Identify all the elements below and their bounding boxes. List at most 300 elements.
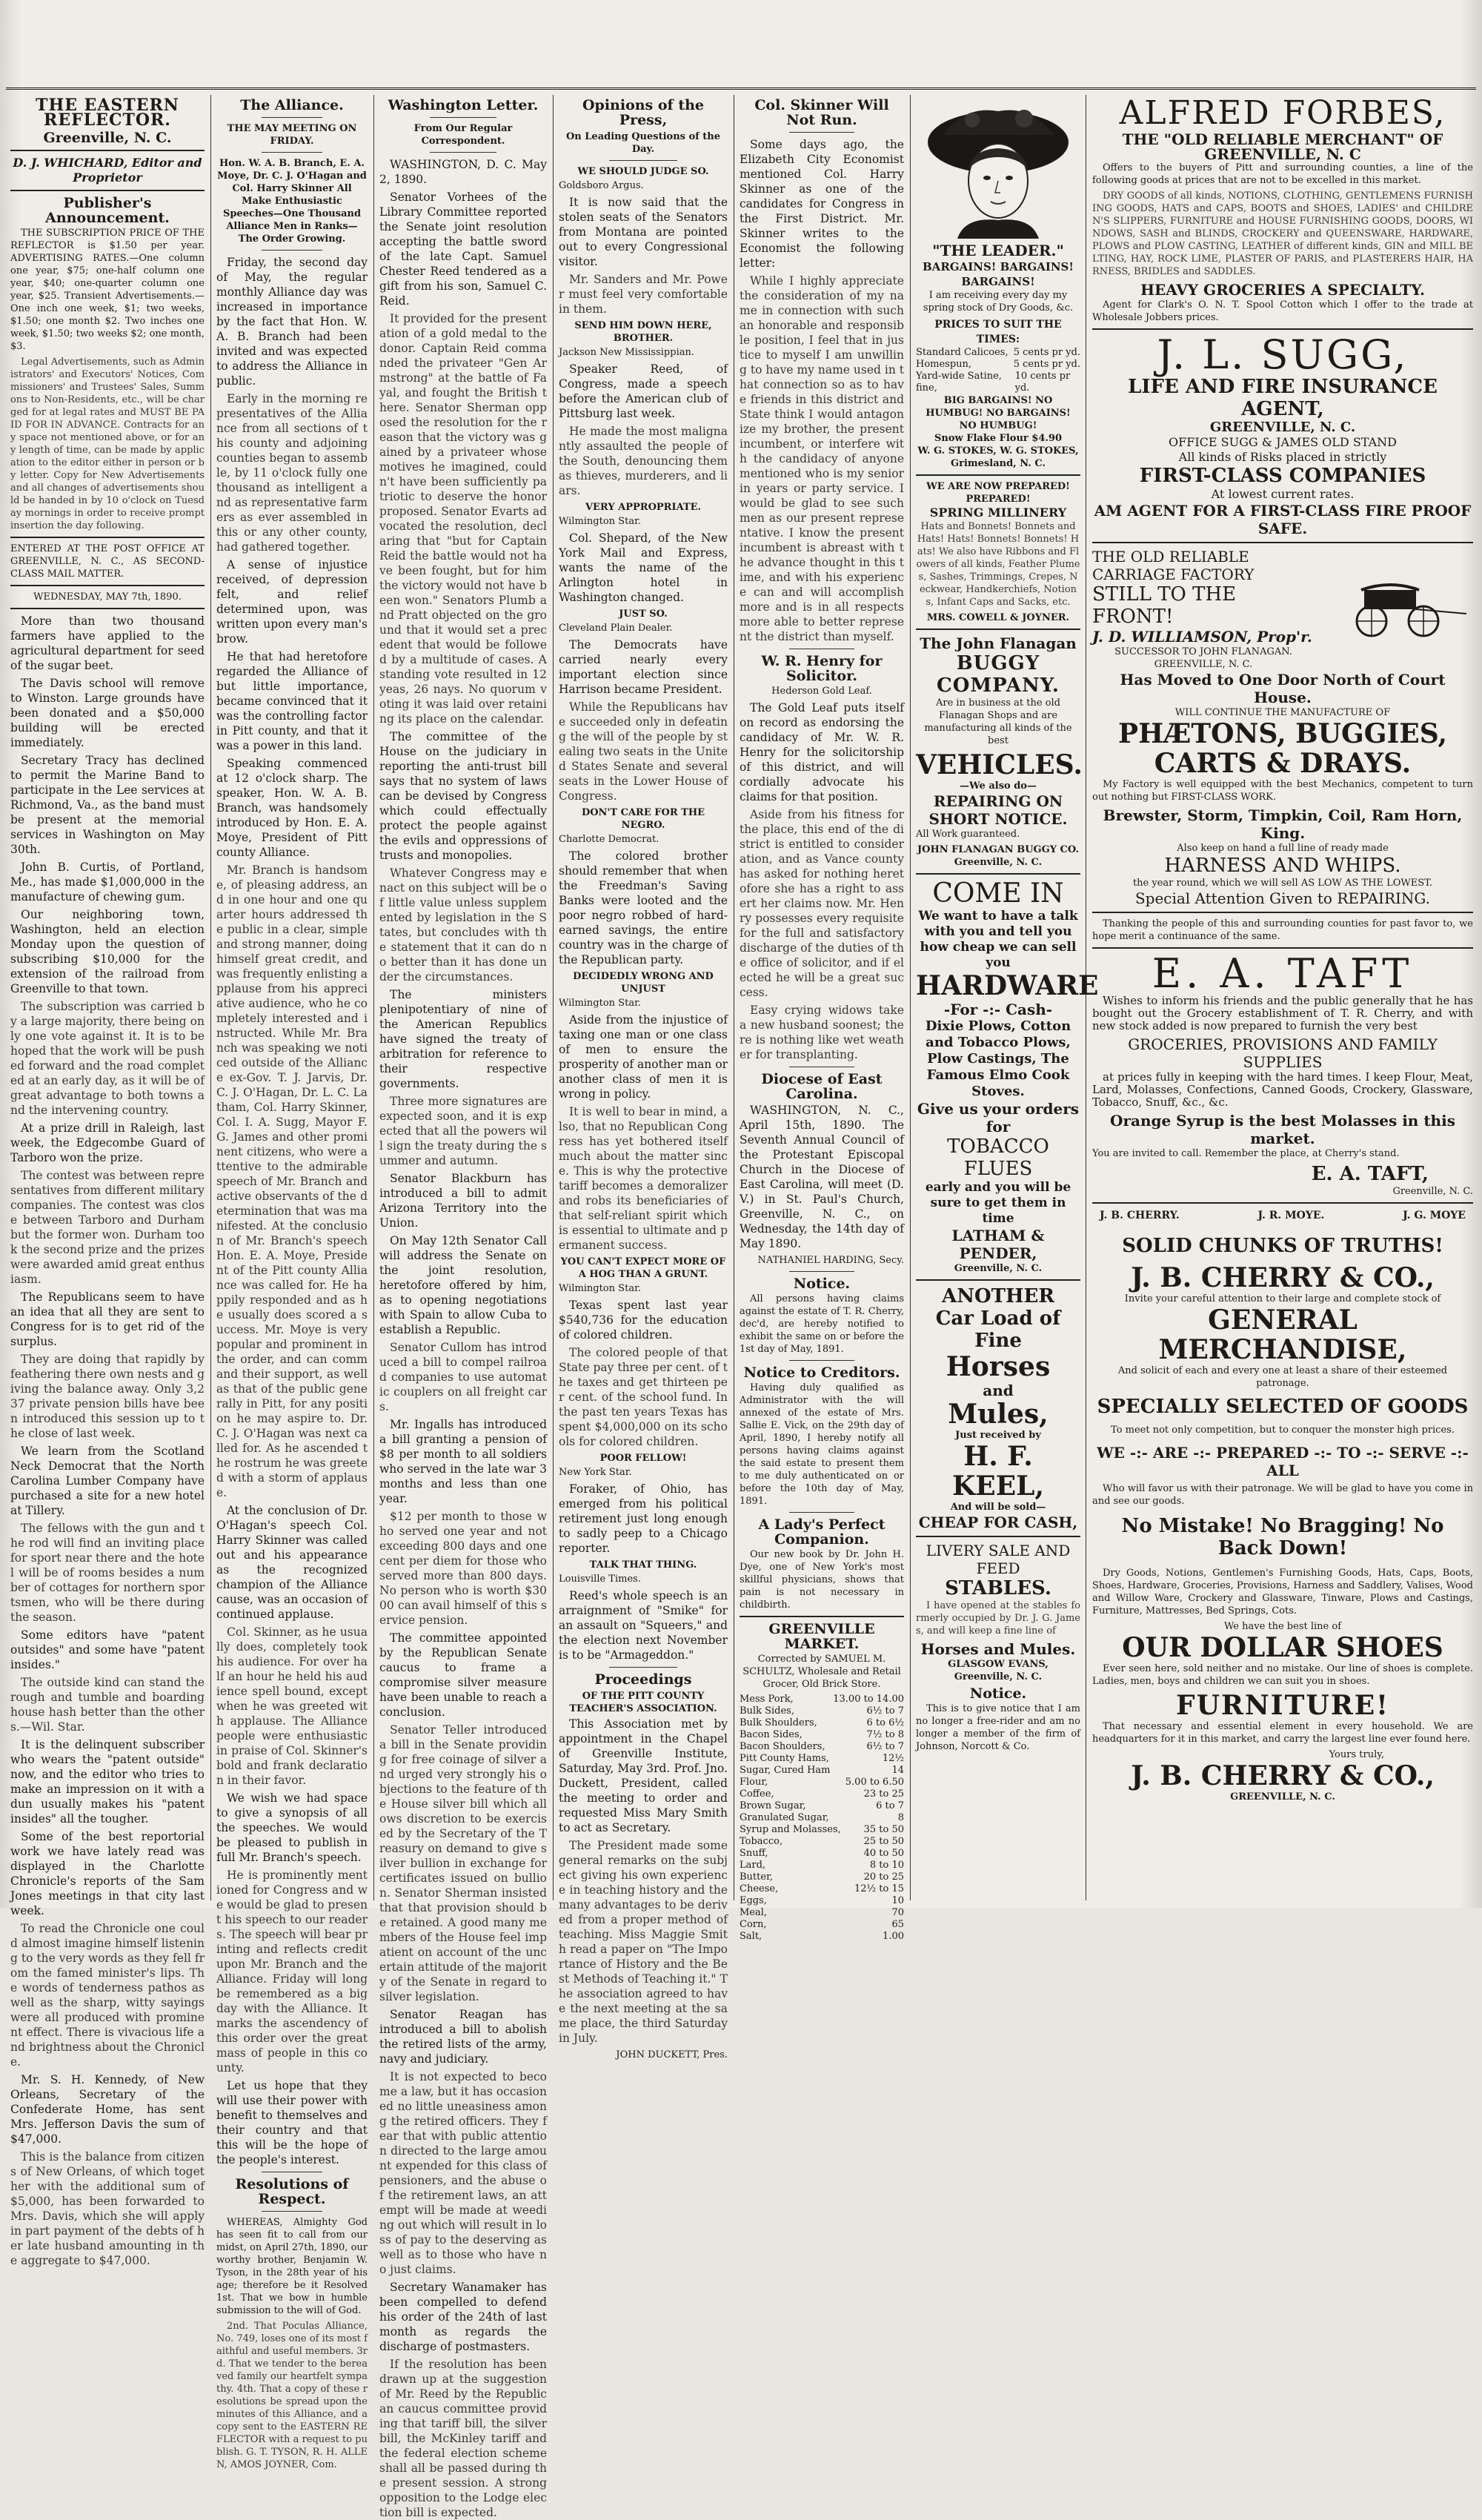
opinion-text: The colored brother should remember that when the Freedman's Saving Banks were looted and the poor negro robbed of hard-earned savings, the entire country was in the charge of the Republican party. — [559, 849, 728, 966]
market-price: 6½ to 7 — [866, 1705, 904, 1717]
masthead-rule — [6, 87, 1476, 93]
received-by: Just received by — [955, 1430, 1041, 1441]
washington-para: The ministers plenipotentiary of nine of the American Republics have signed the treaty of arbitration for reference to their respective governments. — [379, 988, 547, 1090]
cherry-sign: J. B. CHERRY & CO., — [1131, 1760, 1435, 1791]
taft-text: Wishes to inform his friends and the public generally that he has bought out the Grocery establishment of T. R. Cherry, and with new stock added is now prepared to furnish the very best — [1092, 994, 1473, 1032]
market-price: 14 — [891, 1765, 904, 1776]
market-row — [740, 1694, 904, 1705]
millinery-line: SPRING MILLINERY — [929, 505, 1067, 520]
market-row — [740, 1812, 904, 1824]
text-block: Mr. Sanders and Mr. Power must feel very comfortable in them. — [559, 273, 728, 316]
news-item: It is the delinquent subscriber who wears the "patent outside" now, and the editor who tries to make an impression on it with a dun usually makes his "patent insides" all the tougher. — [10, 1738, 205, 1826]
market-price: 6 to 7 — [876, 1800, 904, 1811]
first-class: FIRST-CLASS COMPANIES — [1139, 465, 1426, 487]
prices-head: PRICES TO SUIT THE TIMES: — [934, 319, 1062, 345]
market-item: Bulk Sides, — [740, 1705, 794, 1717]
come-in: COME IN — [932, 878, 1064, 909]
market-row — [740, 1777, 904, 1788]
opinion-source: Wilmington Star. — [559, 1283, 641, 1294]
prepared-line: WE ARE NOW PREPARED! PREPARED! — [926, 481, 1070, 505]
text-block: It is not expected to become a law, but it has occasioned no little uneasiness among the retired officers. They fear that with public attention directed to the large amount expended for this class of pensioners, and the abuse of the retirement laws, an attempt will be made at weeding out which will result in loss of pay to the deserving as well as to those who have no just claims. — [379, 2070, 547, 2276]
market-price: 65 — [891, 1919, 904, 1930]
factory-title: THE OLD RELIABLE CARRIAGE FACTORY — [1092, 548, 1255, 583]
price-row — [916, 359, 1080, 371]
text-block: Hats and Bonnets! Bonnets and Hats! Hats! Bonnets! Bonnets! Hats! We also have Ribbons and Flowers of all kinds, Feather Plumes, Sashes, Trimmings, Crepes, Neckwear, Handkerchiefs, Notions, Infant Caps and Sacks, etc. — [916, 521, 1080, 608]
leader-title: "THE LEADER." — [932, 242, 1064, 259]
creditors-title: Notice to Creditors. — [743, 1365, 900, 1381]
horses: Horses — [946, 1351, 1051, 1382]
price-item: Homespun, — [916, 359, 972, 370]
henry-title: W. R. Henry for Solicitor. — [761, 653, 883, 684]
market-row — [740, 1895, 904, 1907]
market-title: GREENVILLE MARKET. — [768, 1621, 875, 1652]
hardware: HARDWARE — [916, 970, 1099, 1001]
stokes-sign: W. G. STOKES, W. G. STOKES, Grimesland, N. C. — [917, 445, 1079, 469]
market-row — [740, 1765, 904, 1777]
text-block: He is prominently mentioned for Congress and we would be glad to present his speech to our readers. The speech will bear printing and reflects credit upon Mr. Branch and the Alliance. Friday will long be remembered as a big day with the Alliance. It marks the ascendency of this order over the great mass of people in this county. — [216, 1869, 368, 2075]
market-price: 40 to 50 — [863, 1848, 904, 1859]
glasgow-evans: GLASGOW EVANS, — [948, 1659, 1049, 1670]
chunks: SOLID CHUNKS OF TRUTHS! — [1122, 1235, 1443, 1257]
news-item: The Republicans seem to have an idea that all they are sent to Congress for is to get rid of the surplus. — [10, 1290, 205, 1348]
news-item: Some editors have "patent outsides" and some have "patent insides." — [10, 1628, 205, 1671]
flanagan-co: JOHN FLANAGAN BUGGY CO. — [917, 844, 1079, 855]
alliance-para: Friday, the second day of May, the regular monthly Alliance day was increased in importance by the fact that Hon. W. A. B. Branch had been invited and was expected to address the Alliance in public. — [216, 256, 368, 388]
sugg-office: OFFICE SUGG & JAMES OLD STAND — [1169, 435, 1397, 449]
market-row — [740, 1788, 904, 1800]
market-price: 35 to 50 — [863, 1824, 904, 1835]
washington-para: Senator Vorhees of the Library Committee reported the Senate joint resolution accepting the battle sword of the late Capt. Samuel Chester Reed tendered as a gift from his son, Samuel C. Reid. — [379, 190, 547, 308]
carriage-illustration — [1320, 580, 1468, 639]
dateline: WEDNESDAY, MAY 7th, 1890. — [33, 591, 182, 603]
notice2-text: This is to give notice that I am no longer a free-rider and am no longer a member of the firm of Johnson, Norcott & Co. — [916, 1703, 1080, 1752]
groceries: GROCERIES, PROVISIONS AND FAMILY SUPPLIES — [1128, 1035, 1438, 1071]
alliance-deck: Hon. W. A. B. Branch, E. A. Moye, Dr. C. J. O'Hagan and Col. Harry Skinner All Make Enthusiastic Speeches—One Thousand Alliance Men in Ranks—The Order Growing. — [217, 158, 367, 245]
opinion-text: Aside from the injustice of taxing one man or one class of men to ensure the prosperity of another man or another class of men it is wrong in policy. — [559, 1013, 728, 1101]
opinion-text: It is now said that the stolen seats of the Senators from Montana are pointed out to every Congressional visitor. — [559, 196, 728, 268]
proceedings-sub: OF THE PITT COUNTY TEACHER'S ASSOCIATION. — [569, 1691, 717, 1714]
market-price: 20 to 25 — [863, 1871, 904, 1883]
washington-title: Washington Letter. — [388, 97, 539, 113]
washington-para: The committee appointed by the Republican Senate caucus to frame a compromise silver measure have been unable to reach a conclusion. — [379, 1631, 547, 1719]
latham-place: Greenville, N. C. — [954, 1263, 1043, 1274]
cowell-joyner: MRS. COWELL & JOYNER. — [926, 612, 1070, 623]
washington-sub: From Our Regular Correspondent. — [413, 123, 513, 147]
market-price: 5.00 to 6.50 — [845, 1777, 904, 1788]
sugg-place: GREENVILLE, N. C. — [1209, 420, 1356, 435]
market-price: 8 to 10 — [869, 1860, 904, 1871]
column-1 — [10, 95, 205, 2267]
market-row — [740, 1919, 904, 1931]
springs: Brewster, Storm, Timpkin, Coil, Ram Horn, King. — [1103, 806, 1463, 842]
notice-title: Notice. — [793, 1276, 851, 1292]
column-3 — [379, 95, 547, 2519]
market-item: Snuff, — [740, 1848, 768, 1859]
opinion-source: Wilmington Star. — [559, 998, 641, 1009]
opinion-head: POOR FELLOW! — [599, 1453, 687, 1464]
harness: HARNESS AND WHIPS. — [1164, 855, 1401, 877]
forbes-text: Offers to the buyers of Pitt and surrounding counties, a line of the following goods at prices that are not to be excelled in this market. — [1092, 162, 1473, 186]
alliance-para: We wish we had space to give a synopsis of all the speeches. We would be pleased to publish in full Mr. Branch's speech. — [216, 1791, 368, 1864]
market-price: 6½ to 7 — [866, 1741, 904, 1752]
washington-para: Mr. Ingalls has introduced a bill granting a pension of $8 per month to all soldiers who served in the late war 3 months and less than one year. — [379, 1418, 547, 1505]
text-block: Senator Teller introduced a bill in the Senate providing for free coinage of silver and urged very strongly his objections to the feature of the House silver bill which allows discretion to be exercised by the Secretary of the Treasury on demand to give silver bullion in exchange for certificates issued on bullion. Senator Sherman insisted that that provision should be retained. A good many members of the House feel impatient on account of the uncertain attitude of the majority of the Senate in regard to silver legislation. — [379, 1723, 547, 2003]
skinner-text: Some days ago, the Elizabeth City Economist mentioned Col. Harry Skinner as one of the candidates for Congress in the First District. Mr. Skinner writes to the Economist the following letter: — [740, 138, 904, 270]
column-5 — [740, 95, 904, 1942]
opinion-source: Wilmington Star. — [559, 516, 641, 527]
text-block: I have opened at the stables formerly occupied by Dr. J. G. James, and will keep a fine line of — [916, 1600, 1080, 1637]
opinion-head: SEND HIM DOWN HERE, BROTHER. — [574, 320, 712, 344]
snowflake-flour: Snow Flake Flour $4.90 — [934, 433, 1062, 444]
buggy-text: Are in business at the old Flanagan Shops and are manufacturing all kinds of the best — [924, 697, 1072, 746]
paper-place: Greenville, N. C. — [43, 130, 172, 146]
heavy-groceries: HEAVY GROCERIES A SPECIALTY. — [1140, 281, 1425, 299]
market-row — [740, 1931, 904, 1943]
opinion-source: Charlotte Democrat. — [559, 834, 659, 845]
text-block: Legal Advertisements, such as Administrators' and Executors' Notices, Commissioners' and Trustees' Sales, Summons to Non-Residents, etc., will be charged for at legal rates and MUST BE PAID FOR IN ADVANCE. Contracts for any space not mentioned above, or for any length of time, can be made by application to the editor either in person or by letter. Copy for New Advertisements and all changes of advertisements should be handed in by 10 o'clock on Tuesday mornings in order to receive prompt insertion the day following. — [10, 357, 205, 531]
for-cash: -For -:- Cash- — [943, 1001, 1053, 1018]
news-item: Some of the best reportorial work we have lately read was displayed in the Charlotte Chronicle's reports of the Sam Jones meetings in that city last week. — [10, 1830, 205, 1917]
partner: J. B. CHERRY. — [1100, 1210, 1180, 1221]
opinion-head: DECIDEDLY WRONG AND UNJUST — [573, 971, 714, 995]
carload: Car Load of Fine — [935, 1307, 1061, 1352]
sugg-name: J. L. SUGG, — [1157, 331, 1409, 378]
and-word: and — [983, 1382, 1014, 1399]
alliance-sub: THE MAY MEETING ON FRIDAY. — [227, 123, 357, 147]
yours-truly: Yours truly, — [1329, 1749, 1384, 1760]
washington-dateline: WASHINGTON, D. C. May 2, 1890. — [379, 158, 547, 186]
mules: Mules, — [948, 1399, 1049, 1430]
market-item: Bacon Shoulders, — [740, 1741, 825, 1752]
text-block: Early in the morning representatives of the Alliance from all sections of this county and adjoining counties began to assemble, by 11 o'clock fully one thousand as intelligent and as representative farmers as ever assembled in this or any other county, had gathered together. — [216, 392, 368, 554]
come-text: We want to have a talk with you and tell you how cheap we can sell you — [918, 909, 1078, 970]
opinion-text: Speaker Reed, of Congress, made a speech before the American club of Pittsburg last week. — [559, 362, 728, 420]
furniture: FURNITURE! — [1176, 1690, 1389, 1721]
bargains-line: BARGAINS! BARGAINS! BARGAINS! — [923, 260, 1074, 288]
cherry-invite: Invite your careful attention to their large and complete stock of — [1124, 1293, 1441, 1304]
partners-row — [1092, 1208, 1473, 1223]
price-value: 10 cents pr yd. — [1014, 371, 1071, 394]
text-block: The outside kind can stand the rough and tumble and boarding house hash better than the others.—Wil. Star. — [10, 1676, 205, 1734]
flanagan-top: The John Flanagan — [920, 634, 1077, 652]
harness-intro: Also keep on hand a full line of ready made — [1177, 843, 1389, 854]
opinion-head: YOU CAN'T EXPECT MORE OF A HOG THAN A GRUNT. — [560, 1256, 726, 1280]
market-row — [740, 1883, 904, 1895]
opinion-head: TALK THAT THING. — [589, 1559, 697, 1571]
market-item: Salt, — [740, 1931, 762, 1942]
thanks: Thanking the people of this and surrounding counties for past favor to, we hope merit a continuance of the same. — [1092, 918, 1473, 942]
text-block: $12 per month to those who served one year and not exceeding 800 days and one cent per diem for those who served more than 800 days. No person who is worth $3000 can avail himself of this service pension. — [379, 1510, 547, 1627]
market-item: Eggs, — [740, 1895, 767, 1906]
market-row — [740, 1753, 904, 1765]
orange-syrup: Orange Syrup is the best Molasses in this market. — [1110, 1112, 1455, 1147]
lowest-rates: At lowest current rates. — [1211, 487, 1355, 501]
alliance-para: He that had heretofore regarded the Alliance of but little importance, became convinced that it was the controlling factor in Pitt county, and that it was a power in this land. — [216, 650, 368, 752]
cheap-for-cash: CHEAP FOR CASH, — [918, 1513, 1078, 1531]
continue: WILL CONTINUE THE MANUFACTURE OF — [1174, 707, 1391, 718]
text-block: 2nd. That Poculas Alliance, No. 749, loses one of its most faithful and useful members. 3rd. That we tender to the bereaved family our heartfelt sympathy. 4th. That a copy of these resolutions be spread upon the minutes of this Alliance, and a copy sent to the EASTERN REFLECTOR with a request to publish. G. T. TYSON, R. H. ALLEN, AMOS JOYNER, Com. — [216, 2321, 368, 2470]
resolutions-title: Resolutions of Respect. — [235, 2176, 349, 2207]
market-price: 25 to 50 — [863, 1836, 904, 1847]
give-orders: Give us your orders for — [917, 1100, 1080, 1135]
another: ANOTHER — [942, 1285, 1054, 1307]
market-item: Syrup and Molasses, — [740, 1824, 841, 1835]
column-rule — [373, 95, 374, 1900]
serve-text: Who will favor us with their patronage. We will be glad to have you come in and see our goods. — [1092, 1483, 1473, 1507]
dollar-text: Ever seen here, sold neither and no mistake. Our line of shoes is complete. Ladies, men, boys and children we can suit you in shoes. — [1092, 1663, 1473, 1687]
opinion-text: Foraker, of Ohio, has emerged from his political retirement just long enough to sadly peep to a Chicago reporter. — [559, 1482, 728, 1555]
general-merchandise: GENERAL MERCHANDISE, — [1158, 1304, 1407, 1365]
successor: SUCCESSOR TO JOHN FLANAGAN. — [1114, 646, 1292, 657]
proceedings-title: Proceedings — [594, 1671, 692, 1688]
opinion-source: New York Star. — [559, 1467, 632, 1478]
dollar-shoes: OUR DOLLAR SHOES — [1122, 1632, 1443, 1663]
agent-safe: AM AGENT FOR A FIRST-CLASS FIRE PROOF SAFE. — [1094, 502, 1472, 537]
opinion-head: DON'T CARE FOR THE NEGRO. — [581, 807, 705, 831]
market-item: Butter, — [740, 1871, 773, 1883]
competition: To meet not only competition, but to conquer the monster high prices. — [1111, 1425, 1455, 1436]
alliance-para: At the conclusion of Dr. O'Hagan's speech Col. Harry Skinner was called out and his appearance as the recognized champion of the Alliance cause, was an occasion of continued applause. — [216, 1504, 368, 1621]
text-block: The fellows with the gun and the rod will find an inviting place for sport near there and the hotel will be of rooms besides a number of cottages for northern sportsmen, who will be there during the season. — [10, 1522, 205, 1624]
market-row — [740, 1729, 904, 1741]
washington-para: Senator Blackburn has introduced a bill to admit Arizona Territory into the Union. — [379, 1172, 547, 1230]
price-row — [916, 347, 1080, 359]
taft-sign: E. A. TAFT, — [1311, 1163, 1429, 1185]
nohumbug: BIG BARGAINS! NO HUMBUG! NO BARGAINS! NO HUMBUG! — [926, 395, 1071, 431]
market-item: Tobacco, — [740, 1836, 783, 1847]
lady-title: A Lady's Perfect Companion. — [758, 1516, 885, 1548]
announcement-text: THE SUBSCRIPTION PRICE OF THE REFLECTOR is $1.50 per year. ADVERTISING RATES.—One column one year, $75; one-half column one year, $40; one-quarter column one year, $25. Transient Advertisements.—One inch one week, $1; two weeks, $1.50; one month $2. Two inches one week, $1.50; two weeks $2; one month, $3. — [10, 228, 205, 352]
text-block: While I highly appreciate the consideration of my name in connection with such an honorable and responsible position, I feel that in justice to myself I am unwilling to have my name used in that connection so as to have friends in this district and State think I would antagonize my brother, the present incumbent, or interfere with the candidacy of anyone mentioned who is my senior in years or party service. I would be glad to see such men as our present representative. I know the present incumbent is abreast with the advance thought in this time, and with his experience can and will accomplish more and is in all respects more able to better represent the district than myself. — [740, 274, 904, 643]
opinion-text: The Democrats have carried nearly every important election since Harrison became President. — [559, 638, 728, 696]
text-block: The colored people of that State pay three per cent. of the taxes and get thirteen per cent. of the school fund. In the past ten years Texas has spent $4,000,000 on its schools for colored children. — [559, 1346, 728, 1448]
phaetons: PHÆTONS, BUGGIES, CARTS & DRAYS. — [1118, 718, 1447, 779]
diocese-text: WASHINGTON, N. C., April 15th, 1890. The Seventh Annual Council of the Protestant Episcopal Church in the Diocese of East Carolina, will meet (D. V.) in St. Paul's Church, Greenville, N. C., on Wednesday, the 14th day of May 1890. — [740, 1104, 904, 1250]
williamson: J. D. WILLIAMSON, Prop'r. — [1092, 628, 1312, 646]
we-also: —We also do— — [960, 780, 1037, 792]
column-rule — [553, 95, 554, 1900]
market-row — [740, 1860, 904, 1871]
market-price: 12½ to 15 — [854, 1883, 904, 1894]
news-item: Mr. S. H. Kennedy, of New Orleans, Secretary of the Confederate Home, has sent Mrs. Jefferson Davis the sum of $47,000. — [10, 2073, 205, 2146]
opinion-text: Col. Shepard, of the New York Mail and Express, wants the name of the Arlington hotel in Washington changed. — [559, 531, 728, 604]
washington-para: The committee of the House on the judiciary in reporting the anti-trust bill says that no system of laws can be devised by Congress which could effectually protect the people against the evils and oppressions of trusts and monopolies. — [379, 730, 547, 862]
entered-line: ENTERED AT THE POST OFFICE AT GREENVILLE, N. C., AS SECOND-CLASS MAIL MATTER. — [10, 543, 205, 580]
column-6 — [916, 95, 1099, 1902]
text-block: This is the balance from citizens of New Orleans, of which together with the additional sum of $5,000, has been forwarded to Mrs. Davis, which she will apply in part payment of the debts of her late husband amounting in the aggregate to $47,000. — [10, 2150, 205, 2267]
text-block: The subscription was carried by a large majority, there being only one vote against it. It is to be hoped that the work will be pushed forward and the road completed at an early day, as it will be of great advantage to both towns and the intervening country. — [10, 1000, 205, 1117]
sugg-sub: LIFE AND FIRE INSURANCE AGENT, — [1128, 376, 1438, 420]
washington-para: On May 12th Senator Call will address the Senate on the joint resolution, heretofore offered by him, as to opening negotiations with Spain to allow Cuba to establish a Republic. — [379, 1234, 547, 1336]
text-block: DRY GOODS of all kinds, NOTIONS, CLOTHING, GENTLEMENS FURNISHING GOODS, HATS and CAPS, BOOTS and SHOES, LADIES' and CHILDREN'S SLIPPERS, FURNITURE and HOUSE FURNISHING GOODS, DOORS, WINDOWS, SASH and BLINDS, CROCKERY and QUEENSWARE, HARDWARE, PLOWS and PLOW CASTING, LEATHER of different kinds, GIN and MILL BELTING, HAY, ROCK LIME, PLASTER OF PARIS, and PLASTERERS HAIR, HARNESS, BRIDLES and SADDLES. — [1092, 190, 1473, 277]
market-item: Coffee, — [740, 1788, 774, 1800]
diocese-title: Diocese of East Carolina. — [761, 1071, 883, 1102]
factory-text: My Factory is well equipped with the best Mechanics, competent to turn out nothing but FIRST-CLASS WORK. — [1092, 779, 1473, 803]
market-item: Meal, — [740, 1907, 768, 1918]
announcement-title: Publisher's Announcement. — [45, 195, 170, 226]
news-item: John B. Curtis, of Portland, Me., has made $1,000,000 in the manufacture of chewing gum. — [10, 861, 205, 903]
text-block: Senator Cullom has introduced a bill to compel railroad companies to use automatic couplers on all freight cars. — [379, 1341, 547, 1413]
market-price: 10 — [891, 1895, 904, 1906]
market-item: Sugar, Cured Ham — [740, 1765, 831, 1776]
opinion-head: JUST SO. — [619, 609, 668, 620]
diocese-sign: NATHANIEL HARDING, Secy. — [757, 1255, 904, 1266]
invited: You are invited to call. Remember the place, at Cherry's stand. — [1092, 1148, 1400, 1159]
market-row — [740, 1824, 904, 1836]
opinion-head: WE SHOULD JUDGE SO. — [577, 166, 709, 177]
market-price: 6 to 6½ — [866, 1717, 904, 1728]
text-block: He made the most malignantly assaulted the people of the South, denouncing them as thieves, murderers, and liars. — [559, 425, 728, 497]
creditors-text: Having duly qualified as Administrator with the will annexed of the estate of Mrs. Sallie E. Vick, on the 29th day of April, 1890, I hereby notify all persons having claims against the said estate to present them to me duly authenticated on or before the 10th day of May, 1891. — [740, 1382, 904, 1507]
news-item: More than two thousand farmers have applied to the agricultural department for seed of the sugar beet. — [10, 614, 205, 672]
proceedings-text: This Association met by appointment in the Chapel of Greenville Institute, Saturday, May 3rd. Prof. Jno. Duckett, President, called the meeting to order and requested Miss Mary Smith to act as Secretary. — [559, 1717, 728, 1834]
opinions-title: Opinions of the Press, — [582, 97, 705, 128]
opinions-sub: On Leading Questions of the Day. — [565, 131, 721, 155]
price-item: Standard Calicoes, — [916, 347, 1009, 358]
market-row — [740, 1741, 904, 1753]
alliance-para: Speaking commenced at 12 o'clock sharp. The speaker, Hon. W. A. B. Branch, was handsomely introduced by Hon. E. A. Moye, President of Pitt county Alliance. — [216, 757, 368, 859]
column-2 — [216, 95, 368, 2470]
market-item: Flour, — [740, 1777, 768, 1788]
column-rule — [910, 95, 911, 1900]
news-item: We learn from the Scotland Neck Democrat that the North Carolina Lumber Company have purchased a site for a new hotel at Tillery. — [10, 1445, 205, 1517]
market-price: 70 — [891, 1907, 904, 1918]
column-4 — [559, 95, 728, 2060]
alliance-para: Let us hope that they will use their power with benefit to themselves and their country and that this will be the hope of the people's interest. — [216, 2079, 368, 2166]
furniture-text: That necessary and essential element in every household. We are headquarters for it in this market, and carry the largest line ever found here. — [1092, 1721, 1473, 1745]
hf-keel: H. F. KEEL, — [951, 1441, 1044, 1502]
flues-text: early and you will be sure to get them in time — [925, 1180, 1071, 1226]
tobacco-flues: TOBACCO FLUES — [947, 1135, 1049, 1180]
market-row — [740, 1836, 904, 1848]
market-price: 1.00 — [883, 1931, 904, 1942]
news-item: The Davis school will remove to Winston. Large grounds have been donated and a $50,000 building will be erected immediately. — [10, 677, 205, 749]
text-block: It is well to bear in mind, also, that no Republican Congress has yet bothered itself much about the matter since. This is why the protective tariff becomes a demoralizer and robs its beneficiaries of that self-reliant spirit which is essential to ultimate and permanent success. — [559, 1105, 728, 1252]
market-row — [740, 1705, 904, 1717]
taft-text2: at prices fully in keeping with the hard times. I keep Flour, Meat, Lard, Molasses, Confections, Canned Goods, Crockery, Glassware, Tobacco, Snuff, &c., &c. — [1092, 1070, 1473, 1109]
stokes-price-list — [916, 347, 1080, 394]
dollar-intro: We have the best line of — [1223, 1621, 1342, 1632]
market-row — [740, 1848, 904, 1860]
text-block: It provided for the presentation of a gold medal to the donor. Captain Reid commanded the privateer "Gen Armstrong" at the battle of Fayal, and fought the British there. Senator Sherman opposed the resolution for the reason that the victory was gained by a privateer whose motives he imagined, couldn't have been sufficiently patriotic to deserve the honor proposed. Senator Evarts advocated the resolution, declaring that "but for Captain Reid the battle would not have been fought, but for him the victory would not have been won." Senators Plumb and Pratt objected on the ground that it would set a precedent that would be followed by a multitude of cases. A standing vote resulted in 12 yeas, 26 nays. No quorum voting it was laid over retaining its place on the calendar. — [379, 312, 547, 726]
cherry-text: And solicit of each and every one at least a share of their esteemed patronage. — [1117, 1365, 1448, 1389]
stock-text: Dry Goods, Notions, Gentlemen's Furnishing Goods, Hats, Caps, Boots, Shoes, Hardware, Groceries, Provisions, Harness and Saddlery, Valises, Wood and Willow Ware, Crockery and Glassware, Tinware, Plows and Castings, Furniture, Mattresses, Bed Springs, Cots. — [1092, 1568, 1473, 1617]
opinion-source: Jackson New Mississippian. — [559, 347, 694, 358]
price-value: 5 cents pr yd. — [1013, 359, 1080, 370]
text-block: If the resolution has been drawn up at the suggestion of Mr. Reed by the Republican caucus committee providing that tariff bill, the silver bill, the McKinley tariff and the federal election scheme shall all be passed during the present session. A strong opposition to the Lodge election bill is expected. — [379, 2358, 547, 2519]
market-row — [740, 1871, 904, 1883]
text-block: While the Republicans have succeeded only in defeating the will of the people by stealing two seats in the United States Senate and several seats in the Lower House of Congress. — [559, 700, 728, 803]
buggy-company: BUGGY COMPANY. — [937, 652, 1060, 697]
specially: SPECIALLY SELECTED OF GOODS — [1097, 1396, 1469, 1418]
proceedings-sign: JOHN DUCKETT, Pres. — [616, 2049, 728, 2060]
flanagan-place: Greenville, N. C. — [954, 857, 1043, 868]
text-block: They are doing that rapidly by feathering there own nests and giving the balance away. Only 3,237 private pension bills have been introduced this session up to the close of last week. — [10, 1353, 205, 1440]
editor-line: D. J. WHICHARD, Editor and Proprietor — [13, 156, 202, 185]
horses-mules: Horses and Mules. — [920, 1640, 1076, 1658]
skinner-title: Col. Skinner Will Not Run. — [754, 97, 889, 128]
heavy-text: Agent for Clark's O. N. T. Spool Cotton which I offer to the trade at Wholesale Jobbers prices. — [1092, 299, 1473, 323]
text-block: To read the Chronicle one could almost imagine himself listening to the very words as they fell from the famed minister's lips. The words of tenderness pathos as well as the sharp, witty sayings were all produced with prominent effect. There is vivacious life and brightness about the Chronicle. — [10, 1922, 205, 2069]
opinion-source: Goldsboro Argus. — [559, 180, 644, 191]
market-item: Granulated Sugar, — [740, 1812, 829, 1823]
opinion-source: Cleveland Plain Dealer. — [559, 623, 673, 634]
vehicles: VEHICLES. — [916, 749, 1083, 780]
year-round: the year round, which we will sell AS LOW AS THE LOWEST. — [1132, 878, 1433, 889]
repairing: REPAIRING ON SHORT NOTICE. — [928, 792, 1068, 828]
factory-place: GREENVILLE, N. C. — [1154, 659, 1253, 670]
text-block: Easy crying widows take a new husband soonest; there is nothing like wet weather for transplanting. — [740, 1004, 904, 1061]
market-table — [740, 1694, 904, 1943]
henry-source: Hederson Gold Leaf. — [771, 686, 872, 697]
cherry-name: J. B. CHERRY & CO., — [1131, 1262, 1435, 1293]
sugg-risks: All kinds of Risks placed in strictly — [1178, 450, 1387, 464]
prepared-serve: WE -:- ARE -:- PREPARED -:- TO -:- SERVE -:- ALL — [1097, 1444, 1469, 1479]
partner: J. R. MOYE. — [1257, 1210, 1325, 1221]
no-mistake: No Mistake! No Bragging! No Back Down! — [1121, 1515, 1444, 1559]
market-sub: Corrected by SAMUEL M. SCHULTZ, Wholesale and Retail Grocer, Old Brick Store. — [742, 1654, 901, 1690]
woman-portrait-illustration — [920, 98, 1076, 239]
stables: STABLES. — [945, 1577, 1051, 1599]
cherry-place: GREENVILLE, N. C. — [1230, 1791, 1335, 1803]
sold-line: And will be sold— — [950, 1502, 1046, 1513]
price-value: 5 cents pr yd. — [1013, 347, 1080, 358]
text-block: Aside from his fitness for the place, this end of the district is entitled to consideration, and as Vance county has asked for nothing heretofore she has a right to assert her claims now. Mr. Henry possesses every requisite for the full and satisfactory discharge of the duties of the office of solicitor, and if elected he will be a great success. — [740, 808, 904, 999]
news-item: At a prize drill in Raleigh, last week, the Edgecombe Guard of Tarboro won the prize. — [10, 1121, 205, 1164]
latham-pender: LATHAM & PENDER, — [951, 1227, 1045, 1262]
market-price: 23 to 25 — [863, 1788, 904, 1800]
market-item: Corn, — [740, 1919, 767, 1930]
opinion-text: Texas spent last year $540,736 for the education of colored children. — [559, 1299, 728, 1342]
moved: Has Moved to One Door North of Court House. — [1120, 671, 1446, 706]
glasgow-place: Greenville, N. C. — [954, 1671, 1043, 1682]
text-block: Col. Skinner, as he usually does, completely took his audience. For over half an hour he held his audience spell bound, except when he was greeted with applause. The Alliance people were enthusiastic in praise of Col. Skinner's bold and frank declaration in their favor. — [216, 1625, 368, 1787]
price-row — [916, 371, 1080, 394]
column-7 — [1092, 95, 1473, 1902]
opinion-text: Reed's whole speech is an arraignment of "Smike" for an assault on "Squeers," and the election next November is to be "Armageddon." — [559, 1589, 728, 1662]
market-item: Brown Sugar, — [740, 1800, 806, 1811]
market-row — [740, 1717, 904, 1729]
market-item: Mess Pork, — [740, 1694, 794, 1705]
opinion-source: Louisville Times. — [559, 1574, 641, 1585]
special-attention: Special Attention Given to REPAIRING. — [1134, 889, 1431, 907]
market-row — [740, 1800, 904, 1812]
alliance-para: A sense of injustice received, of depression felt, and relief determined upon, was written upon every man's brow. — [216, 558, 368, 646]
washington-para: Senator Reagan has introduced a bill to abolish the retired lists of the army, navy and judiciary. — [379, 2008, 547, 2066]
news-item: Secretary Tracy has declined to permit the Marine Band to participate in the Lee services at Richmond, Va., as the band must be present at the memorial services in Washington on May 30th. — [10, 754, 205, 856]
notice-text: All persons having claims against the estate of T. R. Cherry, dec'd, are hereby notified to exhibit the same on or before the 1st day of May, 1891. — [740, 1293, 904, 1355]
guaranteed: All Work guaranteed. — [916, 829, 1020, 840]
market-item: Lard, — [740, 1860, 766, 1871]
market-price: 7½ to 8 — [866, 1729, 904, 1740]
forbes-sub: THE "OLD RELIABLE MERCHANT" OF GREENVILLE, N. C — [1122, 130, 1443, 163]
resolutions-text: WHEREAS, Almighty God has seen fit to call from our midst, on April 27th, 1890, our worthy brother, Benjamin W. Tyson, in the 28th year of his age; therefore be it Resolved 1st. That we bow in humble submission to the will of God. — [216, 2217, 368, 2316]
livery: LIVERY SALE AND FEED — [926, 1542, 1071, 1577]
market-item: Pitt County Hams, — [740, 1753, 829, 1764]
stokes-intro: I am receiving every day my spring stock of Dry Goods, &c. — [923, 290, 1074, 314]
partner: J. G. MOYE — [1403, 1210, 1466, 1221]
taft-place: Greenville, N. C. — [1392, 1186, 1473, 1197]
market-row — [740, 1907, 904, 1919]
notice2-title: Notice. — [969, 1685, 1027, 1702]
market-item: Cheese, — [740, 1883, 779, 1894]
opinion-head: VERY APPROPRIATE. — [585, 502, 702, 513]
market-item: Bulk Shoulders, — [740, 1717, 817, 1728]
still-front: STILL TO THE FRONT! — [1092, 583, 1237, 628]
henry-text: The Gold Leaf puts itself on record as endorsing the candidacy of Mr. W. R. Henry for the solicitorship of this district, and will cordially advocate his claims for that position. — [740, 701, 904, 803]
text-block: Whatever Congress may enact on this subject will be of little value unless supplemented by legislation in the States, but concludes with the statement that it can do no better than it has done under the circumstances. — [379, 866, 547, 984]
dixie-plows: Dixie Plows, Cotton and Tobacco Plows, Plow Castings, The Famous Elmo Cook Stoves. — [925, 1018, 1071, 1099]
